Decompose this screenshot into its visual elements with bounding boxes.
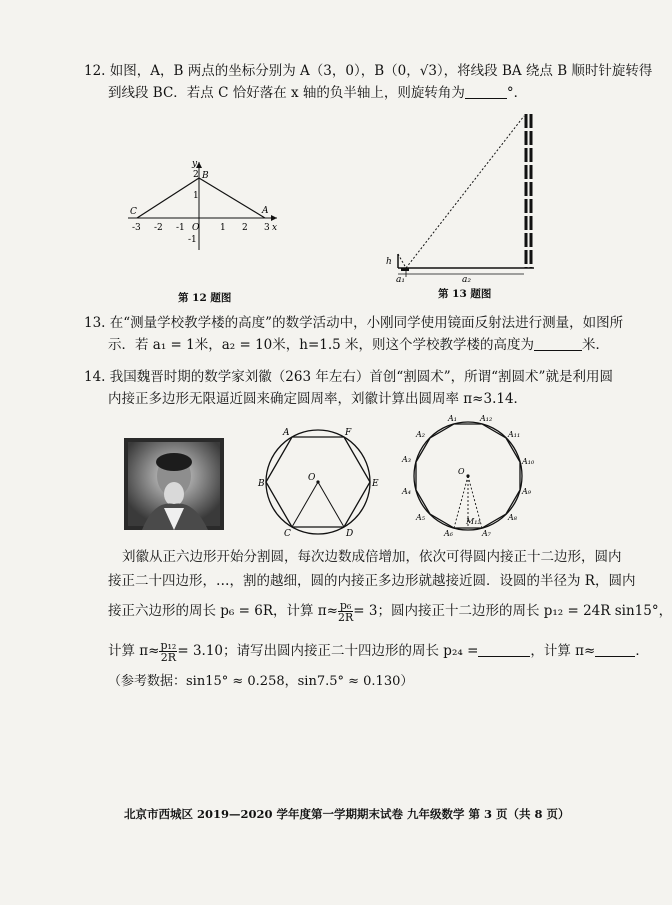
tick-x-neg1: -1 xyxy=(176,223,185,233)
tick-x-neg2: -2 xyxy=(154,223,163,233)
x-axis-arrow xyxy=(271,215,277,221)
pi-answer-blank[interactable] xyxy=(595,644,635,657)
dodec-label-a4: A₄ xyxy=(402,487,411,496)
sight-line-short xyxy=(398,254,406,268)
liu-hui-portrait xyxy=(124,438,224,530)
page-footer: 北京市西城区 2019—2020 学年度第一学期期末试卷 九年级数学 第 3 页（共 8 页） xyxy=(124,807,570,821)
fraction-p6-denominator: 2R xyxy=(337,611,354,624)
dodec-label-a2: A₂ xyxy=(416,430,425,439)
hex-label-d: D xyxy=(346,529,354,539)
q14-para-line4a: 计算 π≈ xyxy=(108,643,160,659)
q13-text-line1: 在“测量学校教学楼的高度”的数学活动中，小刚同学使用镜面反射法进行测量，如图所 xyxy=(109,315,624,331)
q13-line2 xyxy=(108,336,609,354)
q14-line2: 内接正多边形无限逼近圆来确定圆周率，刘徽计算出圆周率 π≈3.14． xyxy=(108,391,528,407)
q14-para-line3b: = 3；圆内接正十二边形的周长 p₁₂ = 24R sin15°， xyxy=(353,603,672,619)
q13-line1 xyxy=(84,314,623,332)
q14-text-line1: 我国魏晋时期的数学家刘徽（263 年左右）首创“割圆术”，所谓“割圆术”就是利用圆 xyxy=(109,369,613,385)
tick-y-neg1: -1 xyxy=(188,235,197,245)
fraction-p12-numerator: p₁₂ xyxy=(160,639,177,652)
q13-text-line2a: 示．若 a₁ = 1米，a₂ = 10米，h=1.5 米，则这个学校教学楼的高度为 xyxy=(108,337,535,353)
dodec-label-m12: M₁₂ xyxy=(466,517,481,526)
point-a-label: A xyxy=(262,206,269,216)
q13-figure xyxy=(376,112,556,285)
q14-para-line1: 刘徽从正六边形开始分割圆，每次边数成倍增加，依次可得圆内接正十二边形，圆内 xyxy=(122,549,622,565)
dodecagon-figure xyxy=(402,412,538,538)
q12-answer-blank[interactable] xyxy=(465,86,507,99)
q13-answer-blank[interactable] xyxy=(534,338,582,351)
dodec-label-a11: A₁₁ xyxy=(508,430,521,439)
tick-x-2: 2 xyxy=(242,223,248,233)
dodec-label-o: O xyxy=(458,467,465,476)
q12-text-line2b: °． xyxy=(506,85,528,101)
hex-label-c: C xyxy=(284,529,291,539)
dodec-label-a1: A₁ xyxy=(448,414,457,423)
hex-label-b: B xyxy=(258,479,265,489)
q13-text-line2b: 米． xyxy=(582,337,610,353)
point-b-label: B xyxy=(202,171,209,181)
q12-line2 xyxy=(108,84,527,102)
q14-para-line4d: ． xyxy=(635,643,649,659)
a2-label: a₂ xyxy=(462,275,471,285)
q14-para-line2: 接正二十四边形，…，割的越细，圆的内接正多边形就越接近圆．设圆的半径为 R，圆内 xyxy=(108,573,636,589)
q12-figure xyxy=(122,158,292,258)
dodec-label-a6: A₆ xyxy=(444,529,453,538)
dodec-label-a7: A₇ xyxy=(482,529,491,538)
hex-label-a: A xyxy=(283,428,290,438)
q13-caption: 第 13 题图 xyxy=(438,288,492,300)
q14-para-line4 xyxy=(108,640,649,663)
dodec-label-a3: A₃ xyxy=(402,455,411,464)
hex-label-o: O xyxy=(308,473,316,483)
q14-line1 xyxy=(84,368,613,386)
q12-number: 12. xyxy=(84,63,106,79)
hex-label-e: E xyxy=(372,479,379,489)
q12-text-line1: 如图，A，B 两点的坐标分别为 A（3，0），B（0，√3），将线段 BA 绕点 B 顺时针旋转得 xyxy=(109,63,653,79)
tick-y-1: 1 xyxy=(193,191,199,201)
origin-label: O xyxy=(192,223,200,233)
dodecagon-center xyxy=(466,474,469,477)
dodec-label-a5: A₅ xyxy=(416,513,425,522)
segment-ba xyxy=(199,178,265,218)
tick-x-neg3: -3 xyxy=(132,223,141,233)
x-axis-label: x xyxy=(272,223,278,233)
q13-number: 13. xyxy=(84,315,106,331)
p24-answer-blank[interactable] xyxy=(478,644,530,657)
sight-line-long xyxy=(406,116,524,268)
hexagon-figure xyxy=(256,420,382,540)
fraction-p12-denominator: 2R xyxy=(160,651,177,664)
q12-line1 xyxy=(84,62,652,80)
q14-number: 14. xyxy=(84,369,106,385)
tick-x-1: 1 xyxy=(220,223,226,233)
y-axis-label: y xyxy=(192,159,198,169)
fraction-p6-2r xyxy=(338,600,353,623)
a1-label: a₁ xyxy=(396,275,405,285)
tick-x-3: 3 xyxy=(264,223,270,233)
point-c-label: C xyxy=(130,207,137,217)
q14-para-line3a: 接正六边形的周长 p₆ = 6R，计算 π≈ xyxy=(108,603,338,619)
segment-bc xyxy=(137,178,199,218)
q12-text-line2a: 到线段 BC．若点 C 恰好落在 x 轴的负半轴上，则旋转角为 xyxy=(108,85,465,101)
height-label: h xyxy=(386,257,392,267)
hex-label-f: F xyxy=(345,428,352,438)
dodec-label-a9: A₉ xyxy=(522,487,531,496)
dodec-label-a8: A₈ xyxy=(508,513,517,522)
q14-para-line4c: ，计算 π≈ xyxy=(530,643,596,659)
q14-para-line3 xyxy=(108,600,672,623)
fraction-p6-numerator: p₆ xyxy=(339,599,352,612)
q14-para-line4b: = 3.10；请写出圆内接正二十四边形的周长 p₂₄ = xyxy=(177,643,479,659)
dodec-label-a12: A₁₂ xyxy=(480,414,493,423)
reference-data: （参考数据：sin15° ≈ 0.258，sin7.5° ≈ 0.130） xyxy=(108,674,414,689)
tick-y-2: 2 xyxy=(193,170,199,180)
dodec-label-a10: A₁₀ xyxy=(522,457,535,466)
q12-caption: 第 12 题图 xyxy=(178,292,232,304)
radius-oc xyxy=(292,482,318,527)
radius-od xyxy=(318,482,344,527)
fraction-p12-2r xyxy=(159,640,177,663)
hexagon-center xyxy=(316,480,319,483)
mirror xyxy=(401,268,409,271)
